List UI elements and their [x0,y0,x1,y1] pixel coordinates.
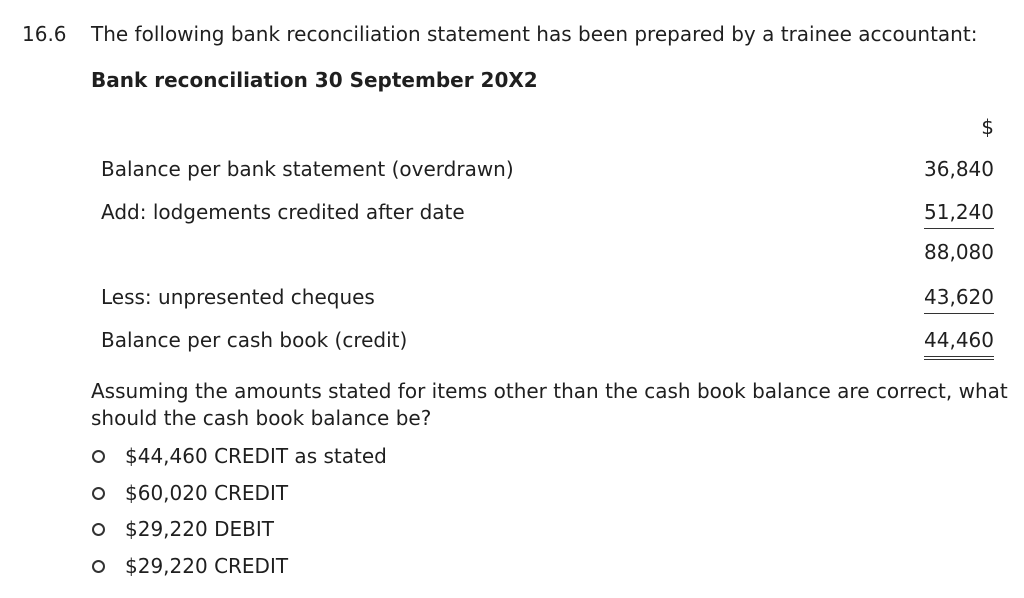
option-a[interactable] [91,442,387,470]
row-amount-subtotal: 88,080 [924,240,994,264]
option-c[interactable] [91,515,274,543]
radio-button-icon[interactable] [92,523,105,536]
option-d-label: $29,220 CREDIT [125,554,289,578]
row-amount-unpresented: 43,620 [924,283,994,314]
option-d[interactable] [91,552,288,580]
option-b[interactable] [91,479,288,507]
question-prompt: Assuming the amounts stated for items other than the cash book balance are correct, what should the cash book balance be? [91,379,1008,430]
row-amount-lodgements: 51,240 [924,198,994,229]
radio-button-icon[interactable] [92,450,105,463]
question-intro: The following bank reconciliation statement has been prepared by a trainee accountant: [91,22,978,46]
question-number: 16.6 [22,22,67,46]
row-label-cash-book: Balance per cash book (credit) [101,328,408,352]
option-a-label: $44,460 CREDIT as stated [125,444,387,468]
row-amount-cash-book: 44,460 [924,326,994,360]
option-b-label: $60,020 CREDIT [125,481,289,505]
radio-button-icon[interactable] [92,560,105,573]
row-label-lodgements: Add: lodgements credited after date [101,200,465,224]
statement-title: Bank reconciliation 30 September 20X2 [91,68,538,92]
radio-button-icon[interactable] [92,487,105,500]
row-label-bank-balance: Balance per bank statement (overdrawn) [101,157,514,181]
option-c-label: $29,220 DEBIT [125,517,274,541]
row-amount-bank-balance: 36,840 [924,157,994,181]
currency-header: $ [981,115,994,139]
row-label-unpresented: Less: unpresented cheques [101,285,375,309]
